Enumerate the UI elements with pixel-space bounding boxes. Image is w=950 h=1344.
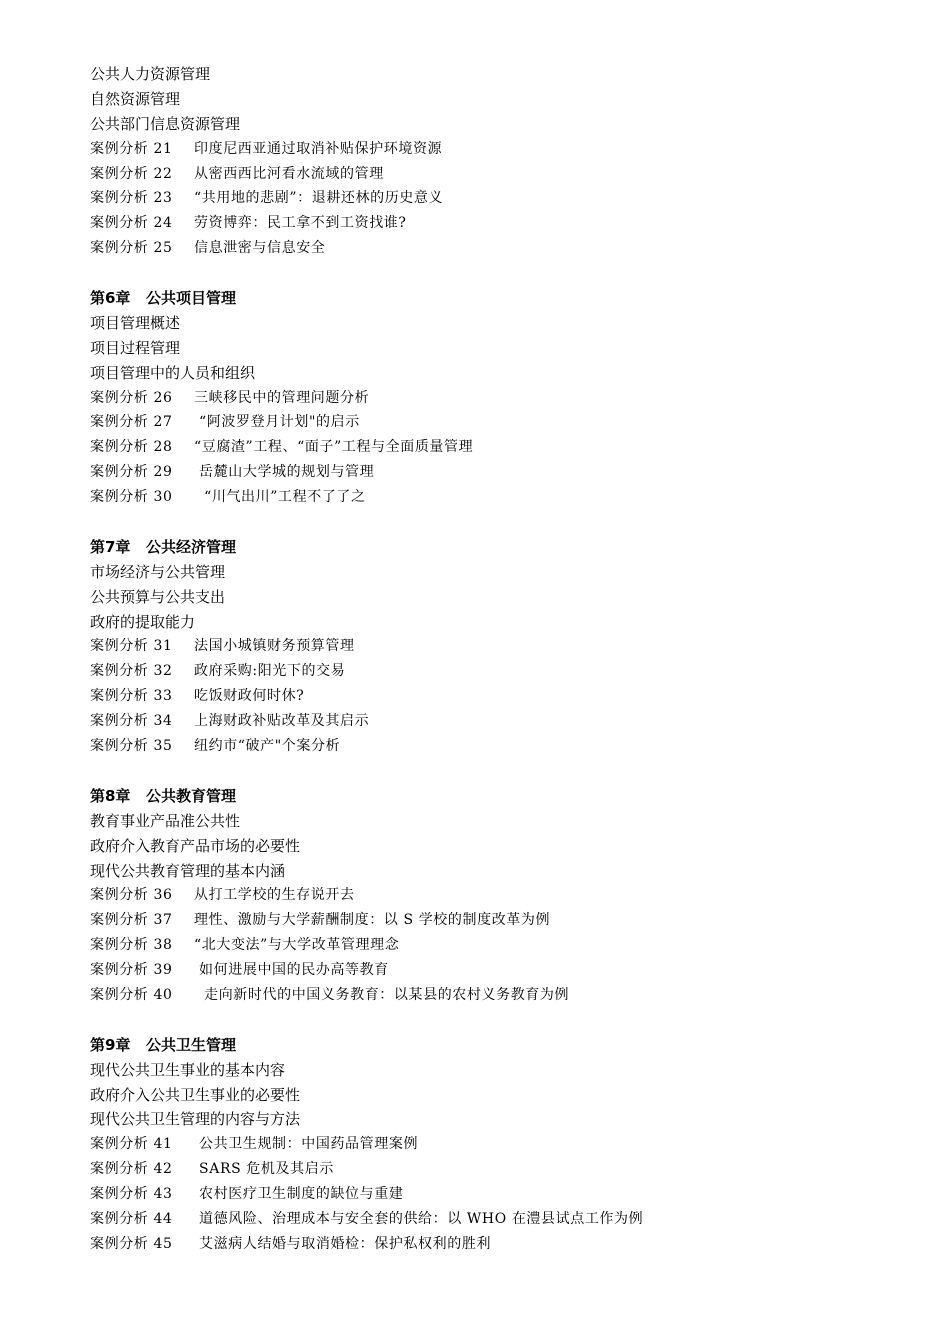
case-title: 农村医疗卫生制度的缺位与重建 bbox=[194, 1186, 404, 1203]
topic-line: 项目管理中的人员和组织 bbox=[90, 363, 256, 382]
chapter-7-section bbox=[90, 535, 910, 759]
chapter-heading bbox=[90, 1033, 910, 1058]
case-label: 案例分析 26 bbox=[90, 389, 173, 406]
chapter-title: 公共卫生管理 bbox=[146, 1035, 237, 1054]
case-title: “豆腐渣”工程、“面子”工程与全面质量管理 bbox=[194, 439, 474, 456]
case-label: 案例分析 41 bbox=[90, 1136, 173, 1153]
topic-line: 市场经济与公共管理 bbox=[90, 562, 226, 581]
case-title: 信息泄密与信息安全 bbox=[194, 240, 326, 257]
case-title: “川气出川”工程不了了之 bbox=[194, 489, 366, 506]
case-title: “阿波罗登月计划"的启示 bbox=[194, 414, 360, 431]
case-line bbox=[90, 1207, 910, 1232]
topic-line: 政府介入公共卫生事业的必要性 bbox=[90, 1085, 301, 1104]
case-title: 劳资博弈：民工拿不到工资找谁? bbox=[194, 215, 407, 232]
case-line bbox=[90, 1232, 910, 1257]
case-line bbox=[90, 1157, 910, 1182]
topic-line: 公共预算与公共支出 bbox=[90, 587, 226, 606]
case-label: 案例分析 35 bbox=[90, 738, 173, 755]
case-label: 案例分析 29 bbox=[90, 464, 173, 481]
case-label: 案例分析 22 bbox=[90, 165, 173, 182]
document-page bbox=[90, 62, 910, 1257]
case-title: 纽约市“破产"个案分析 bbox=[194, 738, 341, 755]
chapter-title: 公共经济管理 bbox=[146, 537, 237, 556]
chapter-6-section bbox=[90, 286, 910, 510]
topic-line: 公共人力资源管理 bbox=[90, 65, 211, 83]
case-title: 从密西西比河看水流域的管理 bbox=[194, 165, 384, 182]
chapter-heading bbox=[90, 535, 910, 560]
case-title: 政府采购:阳光下的交易 bbox=[194, 663, 346, 680]
case-label: 案例分析 37 bbox=[90, 912, 173, 929]
case-label: 案例分析 39 bbox=[90, 962, 173, 979]
case-line bbox=[90, 211, 910, 236]
case-label: 案例分析 27 bbox=[90, 414, 173, 431]
case-line bbox=[90, 958, 910, 983]
section-gap bbox=[90, 759, 910, 784]
case-title: 法国小城镇财务预算管理 bbox=[194, 638, 355, 655]
case-line bbox=[90, 137, 910, 162]
case-line bbox=[90, 684, 910, 709]
case-line bbox=[90, 983, 910, 1008]
intro-section bbox=[90, 62, 910, 261]
case-title: 岳麓山大学城的规划与管理 bbox=[194, 464, 375, 481]
case-label: 案例分析 34 bbox=[90, 713, 173, 730]
topic-line: 项目过程管理 bbox=[90, 338, 181, 357]
topic-line: 政府的提取能力 bbox=[90, 612, 196, 631]
case-title: “共用地的悲剧”：退耕还林的历史意义 bbox=[194, 190, 444, 207]
topic-line: 项目管理概述 bbox=[90, 313, 181, 332]
case-title: 走向新时代的中国义务教育：以某县的农村义务教育为例 bbox=[194, 986, 570, 1003]
case-label: 案例分析 24 bbox=[90, 215, 173, 232]
chapter-number: 第7章 bbox=[90, 537, 131, 556]
case-label: 案例分析 33 bbox=[90, 688, 173, 705]
case-label: 案例分析 44 bbox=[90, 1210, 173, 1227]
case-label: 案例分析 28 bbox=[90, 439, 173, 456]
case-label: 案例分析 21 bbox=[90, 140, 173, 157]
topic-line: 自然资源管理 bbox=[90, 89, 181, 108]
case-line bbox=[90, 435, 910, 460]
case-title: 从打工学校的生存说开去 bbox=[194, 887, 355, 904]
case-line bbox=[90, 709, 910, 734]
case-title: SARS 危机及其启示 bbox=[194, 1161, 334, 1178]
case-title: 印度尼西亚通过取消补贴保护环境资源 bbox=[194, 140, 443, 157]
case-label: 案例分析 30 bbox=[90, 489, 173, 506]
case-label: 案例分析 43 bbox=[90, 1186, 173, 1203]
case-line bbox=[90, 659, 910, 684]
case-title: 公共卫生规制：中国药品管理案例 bbox=[194, 1136, 419, 1153]
case-line bbox=[90, 460, 910, 485]
case-line bbox=[90, 1132, 910, 1157]
case-label: 案例分析 45 bbox=[90, 1235, 173, 1252]
case-title: 吃饭财政何时休? bbox=[194, 688, 305, 705]
case-line bbox=[90, 186, 910, 211]
case-line bbox=[90, 236, 910, 261]
case-label: 案例分析 23 bbox=[90, 190, 173, 207]
chapter-number: 第8章 bbox=[90, 786, 131, 805]
chapter-heading bbox=[90, 784, 910, 809]
chapter-title: 公共教育管理 bbox=[146, 786, 237, 805]
topic-line: 现代公共卫生事业的基本内容 bbox=[90, 1060, 286, 1079]
chapter-8-section bbox=[90, 784, 910, 1008]
case-label: 案例分析 32 bbox=[90, 663, 173, 680]
case-label: 案例分析 36 bbox=[90, 887, 173, 904]
case-title: 道德风险、治理成本与安全套的供给：以 WHO 在澧县试点工作为例 bbox=[194, 1210, 644, 1227]
topic-line: 政府介入教育产品市场的必要性 bbox=[90, 836, 301, 855]
topic-line: 教育事业产品准公共性 bbox=[90, 811, 241, 830]
case-label: 案例分析 31 bbox=[90, 638, 173, 655]
case-label: 案例分析 38 bbox=[90, 937, 173, 954]
chapter-heading bbox=[90, 286, 910, 311]
chapter-9-section bbox=[90, 1033, 910, 1257]
case-line bbox=[90, 883, 910, 908]
case-label: 案例分析 40 bbox=[90, 986, 173, 1003]
case-line bbox=[90, 734, 910, 759]
case-title: 上海财政补贴改革及其启示 bbox=[194, 713, 370, 730]
case-title: 理性、激励与大学薪酬制度：以 S 学校的制度改革为例 bbox=[194, 912, 551, 929]
case-line bbox=[90, 933, 910, 958]
topic-line: 现代公共卫生管理的内容与方法 bbox=[90, 1110, 301, 1129]
case-line bbox=[90, 162, 910, 187]
topic-line: 现代公共教育管理的基本内涵 bbox=[90, 861, 286, 880]
case-title: 三峡移民中的管理问题分析 bbox=[194, 389, 370, 406]
case-title: “北大变法”与大学改革管理理念 bbox=[194, 937, 400, 954]
chapter-title: 公共项目管理 bbox=[146, 289, 237, 308]
case-line bbox=[90, 1182, 910, 1207]
chapter-number: 第6章 bbox=[90, 289, 131, 308]
case-label: 案例分析 42 bbox=[90, 1161, 173, 1178]
case-line bbox=[90, 908, 910, 933]
case-label: 案例分析 25 bbox=[90, 240, 173, 257]
case-line bbox=[90, 485, 910, 510]
case-title: 艾滋病人结婚与取消婚检：保护私权利的胜利 bbox=[194, 1235, 492, 1252]
section-gap bbox=[90, 1008, 910, 1033]
case-line bbox=[90, 386, 910, 411]
topic-line: 公共部门信息资源管理 bbox=[90, 114, 241, 133]
case-title: 如何进展中国的民办高等教育 bbox=[194, 962, 389, 979]
section-gap bbox=[90, 510, 910, 535]
section-gap bbox=[90, 261, 910, 286]
case-line bbox=[90, 634, 910, 659]
case-line bbox=[90, 410, 910, 435]
chapter-number: 第9章 bbox=[90, 1035, 131, 1054]
